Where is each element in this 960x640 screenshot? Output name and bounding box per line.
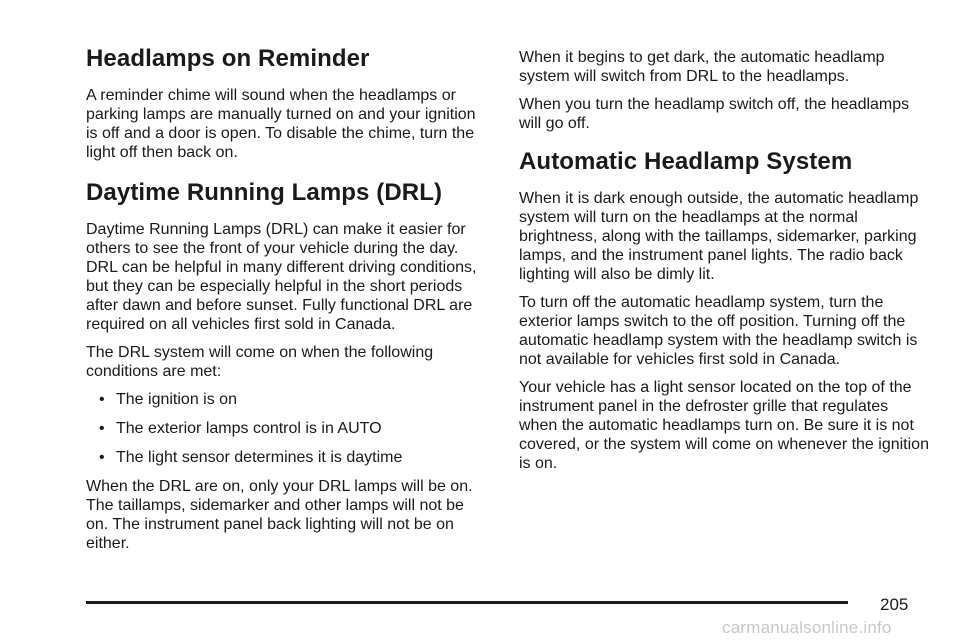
- paragraph-drl-intro: Daytime Running Lamps (DRL) can make it easier for others to see the front of your vehicle during the day. DRL can be helpful in many different driving conditions, but they can be especially helpful in the short periods after dawn and before sunset. Fully functional DRL are required on all vehicles first sold in Canada.: [86, 221, 477, 333]
- heading-automatic-headlamp-system: Automatic Headlamp System: [519, 148, 853, 175]
- drl-conditions-list: [86, 390, 490, 467]
- list-item-text: The light sensor determines it is daytime: [116, 449, 403, 466]
- heading-headlamps-on-reminder: Headlamps on Reminder: [86, 45, 370, 72]
- list-item-text: The exterior lamps control is in AUTO: [116, 420, 382, 437]
- paragraph-dark-switch: When it begins to get dark, the automatic headlamp system will switch from DRL to the headlamps.: [519, 49, 885, 85]
- paragraph-drl-conditions: The DRL system will come on when the following conditions are met:: [86, 344, 434, 380]
- bullet-icon: •: [99, 449, 105, 466]
- list-item: [86, 448, 490, 467]
- list-item: [86, 419, 490, 438]
- right-column: [519, 48, 929, 482]
- footer-rule: [86, 601, 848, 604]
- bullet-icon: •: [99, 420, 105, 437]
- heading-daytime-running-lamps: Daytime Running Lamps (DRL): [86, 179, 443, 206]
- page-number: 205: [880, 595, 909, 614]
- watermark: carmanualsonline.info: [722, 618, 892, 637]
- paragraph-light-sensor: Your vehicle has a light sensor located on the top of the instrument panel in the defroster grille that regulates when the automatic headlamps turn on. Be sure it is not covered, or the system will come on whenever the ignition is on.: [519, 379, 929, 472]
- bullet-icon: •: [99, 391, 105, 408]
- list-item-text: The ignition is on: [116, 391, 237, 408]
- paragraph-switch-off: When you turn the headlamp switch off, the headlamps will go off.: [519, 96, 910, 132]
- paragraph-drl-on: When the DRL are on, only your DRL lamps will be on. The taillamps, sidemarker and other lamps will not be on. The instrument panel back lighting will not be on either.: [86, 478, 473, 552]
- left-column: [86, 44, 490, 562]
- paragraph-auto-headlamp-off: To turn off the automatic headlamp system, turn the exterior lamps switch to the off position. Turning off the automatic headlamp system with the headlamp switch is not available for vehicles first sold in Canada.: [519, 294, 918, 368]
- list-item: [86, 390, 490, 409]
- paragraph-auto-headlamp-intro: When it is dark enough outside, the automatic headlamp system will turn on the headlamps at the normal brightness, along with the taillamps, sidemarker, parking lamps, and the instrument panel lights. The radio back lighting will also be dimly lit.: [519, 190, 919, 283]
- paragraph-reminder-chime: A reminder chime will sound when the headlamps or parking lamps are manually turned on and your ignition is off and a door is open. To disable the chime, turn the light off then back on.: [86, 87, 476, 161]
